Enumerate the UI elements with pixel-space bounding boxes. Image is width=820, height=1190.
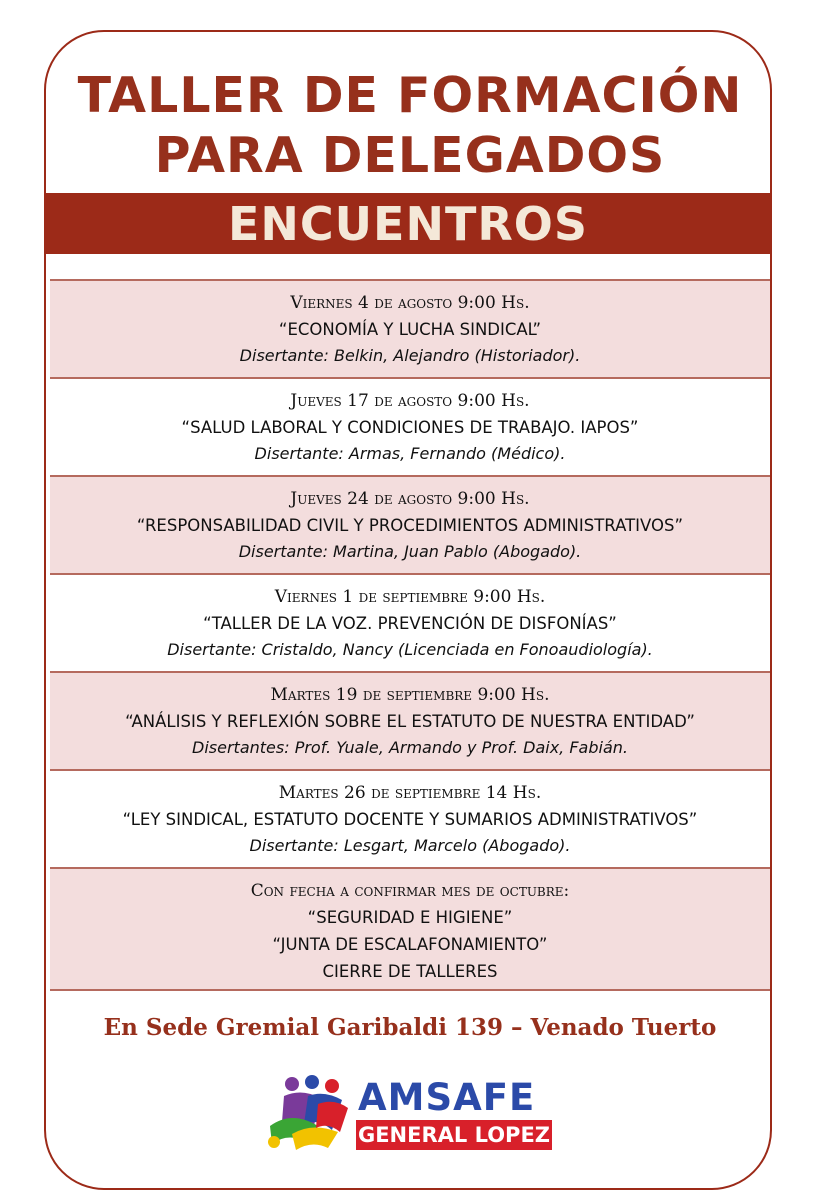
session-speaker: Disertante: Martina, Juan Pablo (Abogado). [238,542,582,561]
pending-topic: CIERRE DE TALLERES [322,962,498,981]
session-date: Martes 19 de septiembre 9:00 Hs. [270,685,550,705]
session-topic: “SALUD LABORAL Y CONDICIONES DE TRABAJO. IAPOS” [181,418,639,437]
session-topic: “ECONOMÍA Y LUCHA SINDICAL” [278,320,542,339]
session-date: Viernes 1 de septiembre 9:00 Hs. [274,587,546,607]
session-speaker: Disertante: Armas, Fernando (Médico). [254,444,566,463]
session-date: Jueves 24 de agosto 9:00 Hs. [290,489,530,509]
venue-address: En Sede Gremial Garibaldi 139 – Venado Tuerto [103,1014,717,1041]
session-row [50,279,770,377]
pending-sessions-row [50,867,770,991]
session-row [50,769,770,867]
session-speaker: Disertantes: Prof. Yuale, Armando y Prof. Daix, Fabián. [192,738,628,757]
session-speaker: Disertante: Belkin, Alejandro (Historiador). [239,346,581,365]
session-date: Jueves 17 de agosto 9:00 Hs. [290,391,530,411]
amsafe-logo [262,1074,562,1156]
session-topic: “TALLER DE LA VOZ. PREVENCIÓN DE DISFONÍAS” [203,614,617,633]
session-topic: “RESPONSABILIDAD CIVIL Y PROCEDIMIENTOS ADMINISTRATIVOS” [136,516,684,535]
session-row [50,377,770,475]
session-row [50,671,770,769]
session-row [50,475,770,573]
logo-name: AMSAFE [358,1076,536,1119]
session-topic: “LEY SINDICAL, ESTATUTO DOCENTE Y SUMARIOS ADMINISTRATIVOS” [122,810,698,829]
session-speaker: Disertante: Lesgart, Marcelo (Abogado). [249,836,571,855]
session-topic: “ANÁLISIS Y REFLEXIÓN SOBRE EL ESTATUTO DE NUESTRA ENTIDAD” [125,712,695,731]
page-title-line2: PARA DELEGADOS [154,127,666,184]
pending-date: Con fecha a confirmar mes de octubre: [250,881,570,901]
page-title-line1: TALLER DE FORMACIÓN [77,67,743,124]
pending-topic: “SEGURIDAD E HIGIENE” [307,908,513,927]
session-date: Viernes 4 de agosto 9:00 Hs. [290,293,530,313]
sessions-list [50,279,770,991]
session-date: Martes 26 de septiembre 14 Hs. [278,783,542,803]
session-row [50,573,770,671]
logo-subtitle: GENERAL LOPEZ [356,1120,552,1150]
pending-topic: “JUNTA DE ESCALAFONAMIENTO” [272,935,548,954]
encuentros-banner: ENCUENTROS [46,193,770,254]
people-emblem-icon [262,1074,354,1154]
session-speaker: Disertante: Cristaldo, Nancy (Licenciada en Fonoaudiología). [167,640,653,659]
